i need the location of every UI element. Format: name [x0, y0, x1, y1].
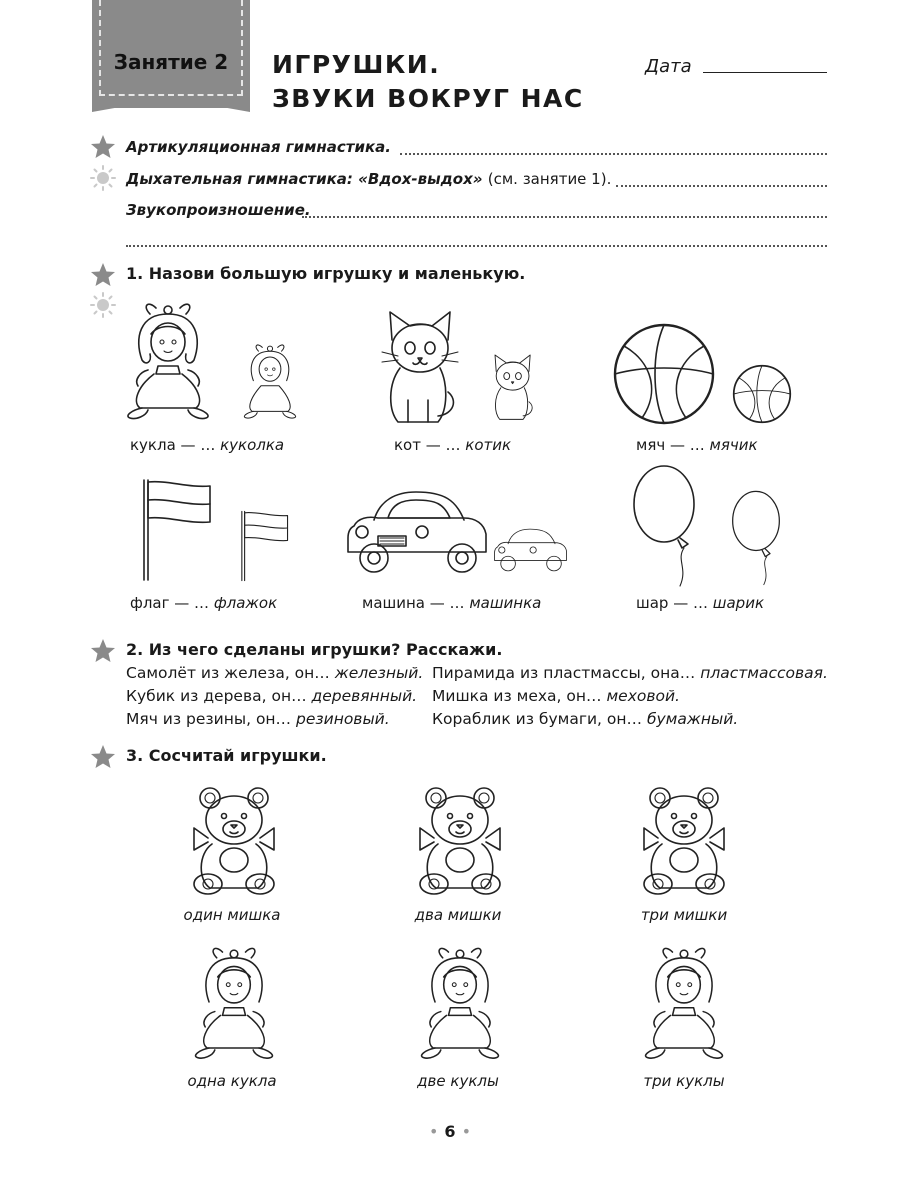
materials-right-column	[432, 662, 828, 731]
count-label: три мишки	[640, 906, 728, 924]
count-label: три куклы	[643, 1072, 725, 1090]
count-label: два мишки	[414, 906, 502, 924]
sun-icon	[90, 165, 116, 191]
balloon-big-illustration	[628, 464, 700, 588]
bear-illustration	[412, 784, 508, 896]
star-icon	[90, 744, 116, 770]
ball-small-illustration	[732, 364, 792, 424]
flag-small-illustration	[236, 510, 292, 582]
material-sentence: Кубик из дерева, он… деревянный.	[126, 687, 418, 705]
task2-title: 2. Из чего сделаны игрушки? Расскажи.	[126, 640, 503, 659]
count-label: одна кукла	[187, 1072, 277, 1090]
doll-illustration	[186, 942, 282, 1060]
page-title: ИГРУШКИ. ЗВУКИ ВОКРУГ НАС	[272, 50, 584, 113]
date-line	[703, 72, 827, 73]
star-icon	[90, 134, 116, 160]
material-sentence: Пирамида из пластмассы, она… пластмассовая.	[432, 664, 828, 682]
articulation-text: Артикуляционная гимнастика.	[126, 138, 391, 156]
material-sentence: Кораблик из бумаги, он… бумажный.	[432, 710, 739, 728]
label-balloon: шар — … шарик	[636, 594, 765, 612]
ball-big-illustration	[612, 322, 716, 426]
flag-big-illustration	[138, 478, 214, 582]
car-small-illustration	[492, 526, 568, 574]
label-flag: флаг — … флажок	[130, 594, 278, 612]
bullet-icon: •	[461, 1122, 471, 1141]
material-sentence: Мишка из меха, он… меховой.	[432, 687, 680, 705]
bullet-icon: •	[428, 1122, 439, 1141]
doll-illustration	[636, 942, 732, 1060]
label-doll: кукла — … куколка	[130, 436, 285, 454]
date-label: Дата	[645, 56, 692, 77]
dotted-line	[400, 153, 827, 155]
material-sentence: Самолёт из железа, он… железный.	[126, 664, 424, 682]
sun-icon	[90, 292, 116, 318]
bear-illustration	[186, 784, 282, 896]
label-car: машина — … машинка	[362, 594, 542, 612]
label-cat: кот — … котик	[394, 436, 512, 454]
star-icon	[90, 262, 116, 288]
count-label: две куклы	[417, 1072, 499, 1090]
lesson-number: Занятие 2	[113, 50, 229, 74]
label-ball: мяч — … мячик	[636, 436, 758, 454]
count-label: один мишка	[183, 906, 281, 924]
doll-illustration	[412, 942, 508, 1060]
doll-big-illustration	[118, 298, 218, 420]
balloon-small-illustration	[728, 488, 784, 588]
dotted-line	[126, 245, 827, 247]
dotted-line	[616, 185, 827, 187]
breathing-text: Дыхательная гимнастика: «Вдох-выдох» (см. занятие 1).	[126, 170, 612, 188]
page-number: • 6 •	[428, 1122, 471, 1141]
car-big-illustration	[344, 486, 488, 578]
task1-title: 1. Назови большую игрушку и маленькую.	[126, 264, 526, 283]
material-sentence: Мяч из резины, он… резиновый.	[126, 710, 390, 728]
materials-left-column	[126, 662, 423, 731]
dotted-line	[302, 216, 827, 218]
lesson-tab-stitch	[99, 0, 243, 96]
pronunciation-text: Звукопроизношение.	[126, 201, 311, 219]
cat-small-illustration	[488, 350, 536, 422]
task3-title: 3. Сосчитай игрушки.	[126, 746, 327, 765]
doll-small-illustration	[238, 340, 302, 420]
bear-illustration	[636, 784, 732, 896]
star-icon	[90, 638, 116, 664]
cat-big-illustration	[378, 304, 460, 426]
